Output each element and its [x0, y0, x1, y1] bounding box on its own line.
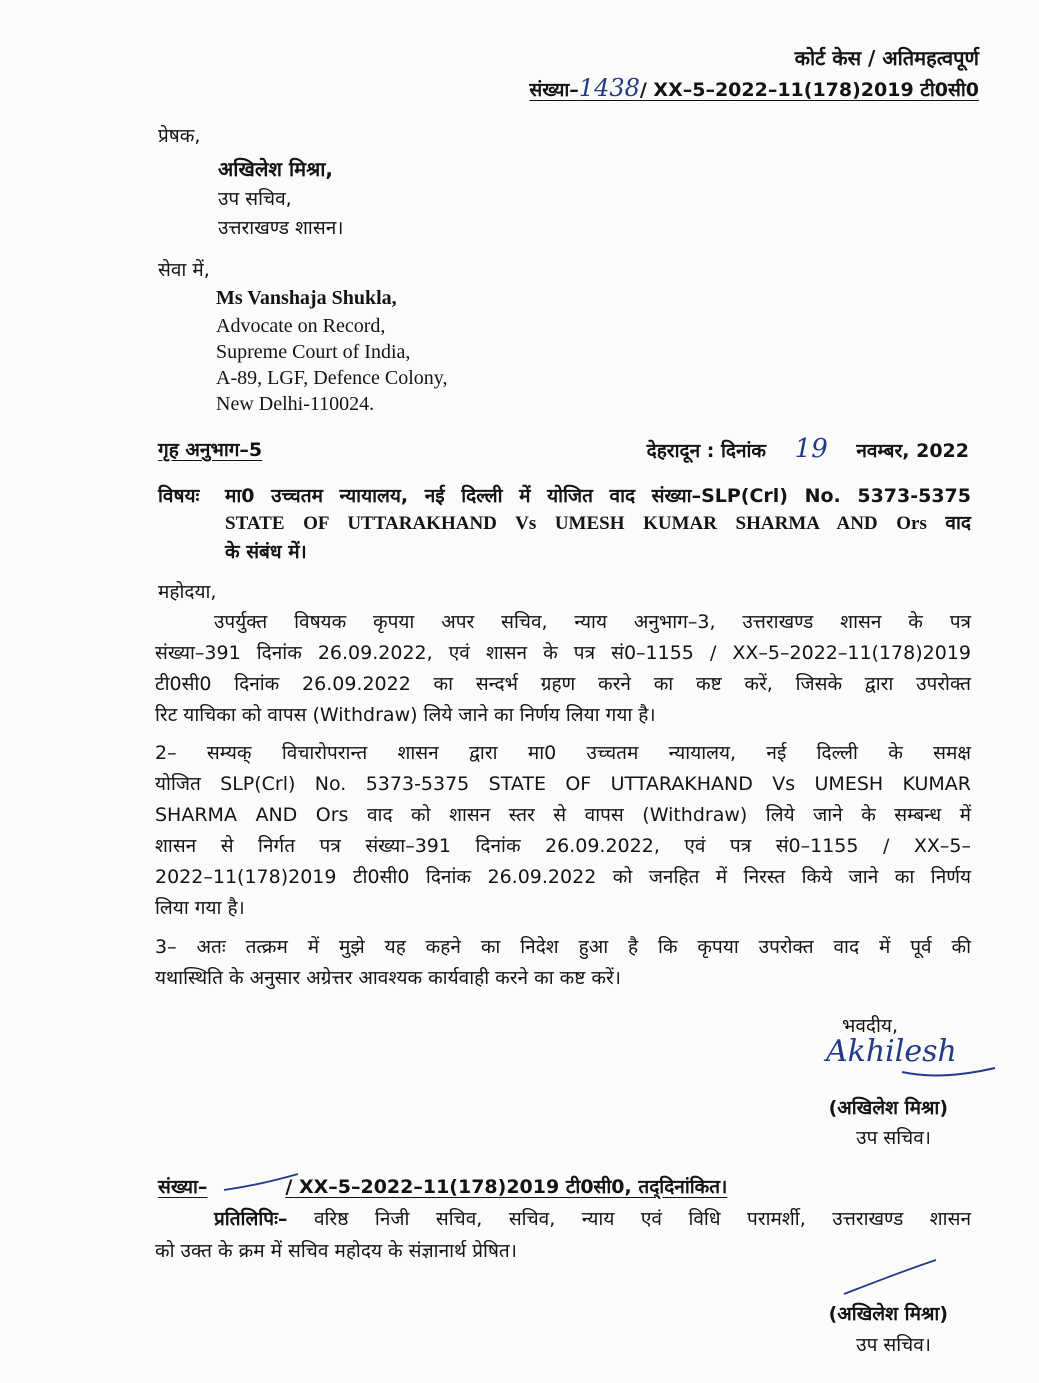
reference-number [529, 74, 979, 102]
sender-name: अखिलेश मिश्रा, [218, 157, 334, 181]
copy-line-1-text: वरिष्ठ निजी सचिव, सचिव, न्याय एवं विधि परामर्शी, उत्तराखण्ड शासन [313, 1208, 971, 1230]
copy-initial-mark [840, 1258, 940, 1298]
para3-line-1: 3– अतः तत्क्रम में मुझे यह कहने का निदेश हुआ है कि कृपया उपरोक्त वाद में पूर्व की [155, 936, 971, 958]
closing-designation: उप सचिव। [856, 1127, 931, 1149]
para2-line-6: लिया गया है। [155, 897, 245, 919]
copy-label: प्रतिलिपिः– [214, 1208, 288, 1230]
reference-suffix: / XX–5–2022–11(178)2019 टी0सी0 [639, 79, 979, 101]
recipient-line-4: New Delhi-110024. [216, 393, 375, 415]
subject-label: विषयः [158, 485, 200, 507]
section-label: गृह अनुभाग–5 [158, 439, 263, 461]
sender-office: उत्तराखण्ड शासन। [218, 217, 344, 239]
copy-reference-suffix: / XX–5–2022–11(178)2019 टी0सी0, तद्‌दिनांकित। [285, 1176, 728, 1198]
subject-line-3: के संबंध में। [225, 541, 307, 563]
para3-line-2: यथास्थिति के अनुसार अग्रेत्तर आवश्यक कार्यवाही करने का कष्ट करें। [155, 967, 621, 989]
signature-flourish [900, 1050, 1000, 1090]
para1-line-1: उपर्युक्त विषयक कृपया अपर सचिव, न्याय अनुभाग–3, उत्तराखण्ड शासन के पत्र [214, 611, 971, 633]
closing-regards: भवदीय, [842, 1015, 898, 1037]
category-label: कोर्ट केस / अतिमहत्वपूर्ण [794, 46, 979, 70]
para1-line-2: संख्या–391 दिनांक 26.09.2022, एवं शासन के पत्र सं0–1155 / XX–5–2022–11(178)2019 [155, 642, 971, 664]
recipient-line-1: Advocate on Record, [216, 315, 386, 337]
copy-line-2: को उक्त के क्रम में सचिव महोदय के संज्ञानार्थ प्रेषित। [155, 1240, 517, 1262]
handwritten-reference-number: 1438 [578, 74, 640, 102]
sender-designation: उप सचिव, [218, 188, 292, 210]
copy-designation: उप सचिव। [856, 1334, 931, 1356]
place-date-suffix: नवम्बर, 2022 [856, 440, 969, 462]
copy-line-1 [214, 1205, 971, 1231]
para2-line-3: SHARMA AND Ors वाद को शासन स्तर से वापस (Withdraw) लिये जाने के सम्बन्ध में [155, 804, 971, 826]
copy-reference-pen-mark [222, 1172, 302, 1194]
place-date [647, 434, 969, 464]
para2-line-2: योजित SLP(Crl) No. 5373-5375 STATE OF UTTARAKHAND Vs UMESH KUMAR [155, 773, 971, 795]
copy-reference-prefix: संख्या– [158, 1176, 208, 1198]
closing-name: (अखिलेश मिश्रा) [828, 1097, 948, 1119]
para1-line-4: रिट याचिका को वापस (Withdraw) लिये जाने का निर्णय लिया गया है। [155, 704, 656, 726]
reference-prefix: संख्या– [529, 79, 579, 101]
recipient-label: सेवा में, [158, 259, 210, 281]
place-date-prefix: देहरादून : दिनांक [646, 440, 767, 462]
signature: Akhilesh [826, 1034, 957, 1069]
para2-line-4: शासन से निर्गत पत्र संख्या–391 दिनांक 26.09.2022, एवं पत्र सं0–1155 / XX–5– [155, 835, 971, 857]
para1-line-3: टी0सी0 दिनांक 26.09.2022 का सन्दर्भ ग्रहण करने का कष्ट करें, जिसके द्वारा उपरोक्त [155, 673, 971, 695]
subject-line-2: STATE OF UTTARAKHAND Vs UMESH KUMAR SHARMA AND Ors वाद [225, 513, 971, 534]
copy-name: (अखिलेश मिश्रा) [828, 1303, 948, 1325]
subject-line-1: मा0 उच्चतम न्यायालय, नई दिल्ली में योजित वाद संख्या–SLP(Crl) No. 5373-5375 [225, 485, 971, 507]
para2-line-1: 2– सम्यक् विचारोपरान्त शासन द्वारा मा0 उच्चतम न्यायालय, नई दिल्ली के समक्ष [155, 742, 971, 764]
sender-label: प्रेषक, [158, 125, 201, 147]
recipient-line-2: Supreme Court of India, [216, 341, 411, 363]
recipient-name: Ms Vanshaja Shukla, [216, 287, 397, 309]
salutation: महोदया, [158, 581, 217, 603]
para2-line-5: 2022–11(178)2019 टी0सी0 दिनांक 26.09.2022 को जनहित में निरस्त किये जाने का निर्णय [155, 866, 971, 888]
handwritten-day: 19 [794, 434, 828, 464]
recipient-line-3: A-89, LGF, Defence Colony, [216, 367, 448, 389]
